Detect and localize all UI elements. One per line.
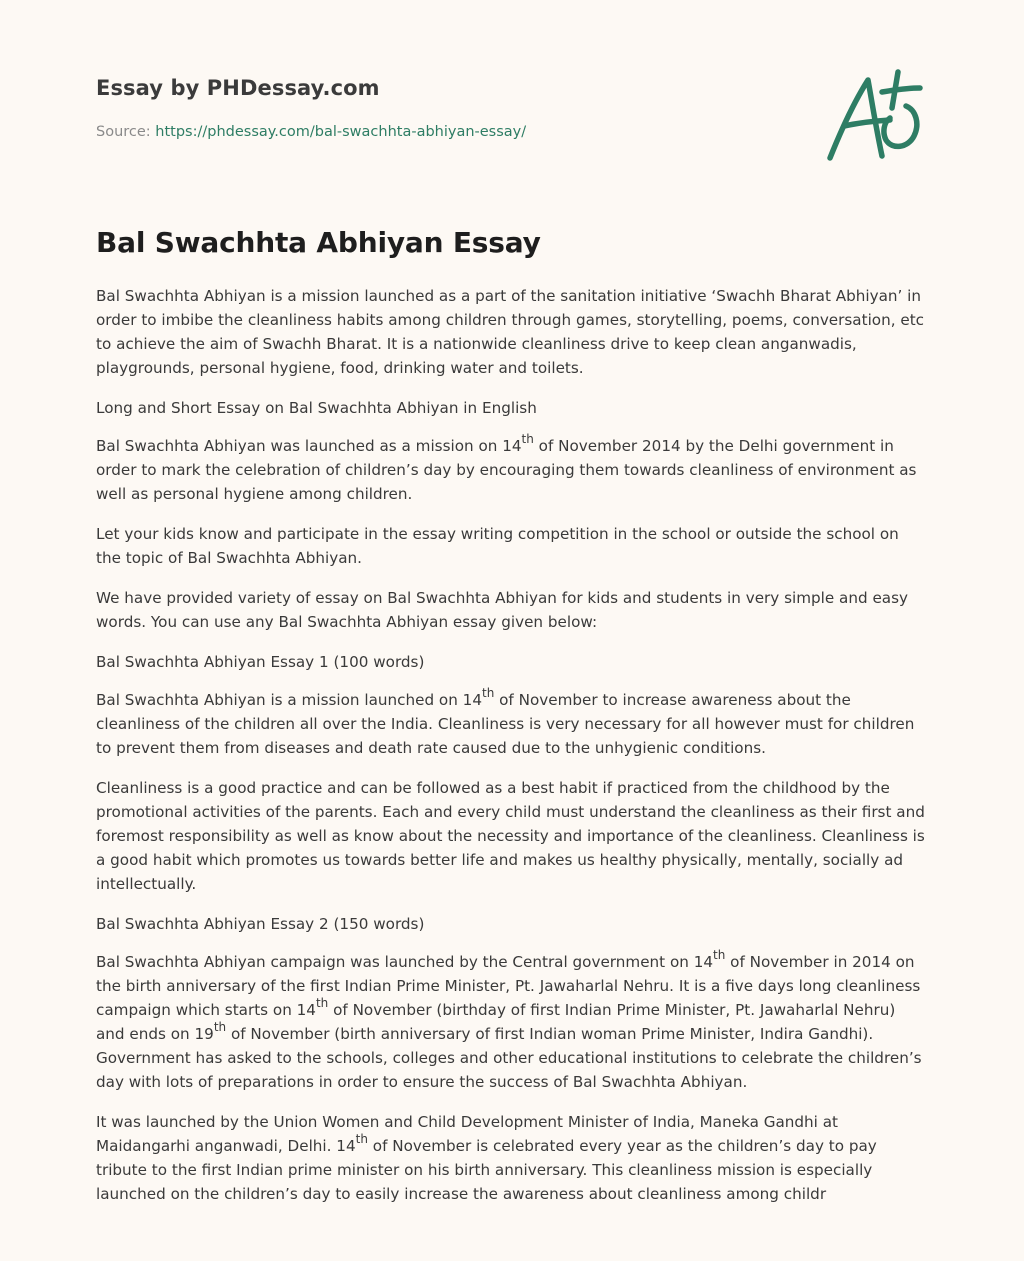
a-plus-logo-icon bbox=[820, 66, 930, 166]
essay-1-paragraph-1: Bal Swachhta Abhiyan is a mission launched on 14th of November to increase awareness about the cleanliness of the children all over the India. Cleanliness is very necessary for all however must for children to prevent them from diseases and death rate caused due to the unhygienic conditions. bbox=[96, 685, 915, 757]
essay-2-paragraph-1: Bal Swachhta Abhiyan campaign was launched by the Central government on 14th of November in 2014 on the birth anniversary of the first Indian Prime Minister, Pt. Jawaharlal Nehru. It is a five days long cleanliness campaign which starts on 14th of November (birthday of first Indian Prime Minister, Pt. Jawaharlal Nehru) and ends on 19th of November (birth anniversary of first Indian woman Prime Minister, Indira Gandhi). Government has asked to the schools, colleges and other educational institutions to celebrate the children’s day with lots of preparations in order to ensure the success of Bal Swachhta Abhiyan. bbox=[96, 947, 922, 1091]
competition-paragraph: Let your kids know and participate in the essay writing competition in the school or outside the school on the topic of Bal Swachhta Abhiyan. bbox=[96, 525, 899, 567]
source-line bbox=[96, 124, 526, 140]
essay-title: Bal Swachhta Abhiyan Essay bbox=[96, 226, 541, 259]
launch-paragraph: Bal Swachhta Abhiyan was launched as a mission on 14th of November 2014 by the Delhi government in order to mark the celebration of children’s day by encouraging them towards cleanliness of environment as well as personal hygiene among children. bbox=[96, 431, 917, 503]
essay-1-paragraph-2: Cleanliness is a good practice and can be followed as a best habit if practiced from the childhood by the promotional activities of the parents. Each and every child must understand the cleanliness as their first and foremost responsibility as well as know about the necessity and importance of the cleanliness. Cleanliness is a good habit which promotes us towards better life and makes us healthy physically, mentally, socially ad intellectually. bbox=[96, 779, 925, 893]
site-title: Essay by PHDessay.com bbox=[96, 76, 380, 100]
section-heading-essay-2: Bal Swachhta Abhiyan Essay 2 (150 words) bbox=[96, 915, 425, 933]
section-heading-essay-1: Bal Swachhta Abhiyan Essay 1 (100 words) bbox=[96, 653, 425, 671]
variety-paragraph: We have provided variety of essay on Bal Swachhta Abhiyan for kids and students in very simple and easy words. You can use any Bal Swachhta Abhiyan essay given below: bbox=[96, 589, 909, 631]
source-link[interactable]: https://phdessay.com/bal-swachhta-abhiyan-essay/ bbox=[155, 124, 527, 140]
essay-body bbox=[96, 284, 926, 1222]
essay-2-paragraph-2: It was launched by the Union Women and Child Development Minister of India, Maneka Gandhi at Maidangarhi anganwadi, Delhi. 14th of November is celebrated every year as the children’s day to pay tribute to the first Indian prime minister on his birth anniversary. This cleanliness mission is especially launched on the children’s day to easily increase the awareness about cleanliness among childr bbox=[96, 1113, 877, 1203]
intro-paragraph: Bal Swachhta Abhiyan is a mission launched as a part of the sanitation initiative ‘Swachh Bharat Abhiyan’ in order to imbibe the cleanliness habits among children through games, storytelling, poems, conversation, etc to achieve the aim of Swachh Bharat. It is a nationwide cleanliness drive to keep clean anganwadis, playgrounds, personal hygiene, food, drinking water and toilets. bbox=[96, 287, 925, 377]
section-heading-long-short: Long and Short Essay on Bal Swachhta Abhiyan in English bbox=[96, 399, 537, 417]
source-label: Source: bbox=[96, 124, 151, 140]
